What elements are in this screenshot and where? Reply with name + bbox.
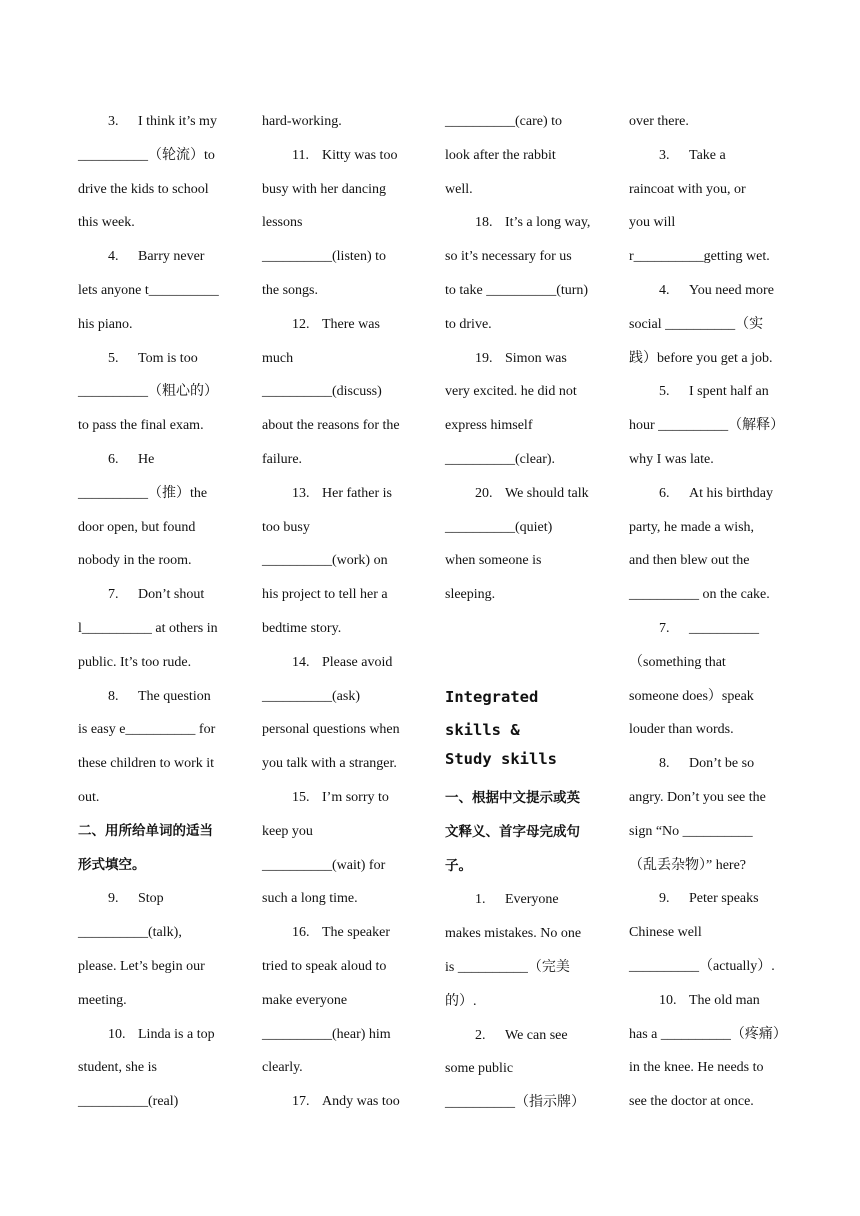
text-line: Chinese well: [629, 925, 702, 941]
question-text: Andy was too: [322, 1094, 400, 1110]
text-line: __________(quiet): [445, 519, 553, 535]
text-line: __________(wait) for: [262, 857, 386, 873]
question-number: 16.: [292, 925, 310, 941]
section-instruction: 文释义、首字母完成句: [445, 823, 580, 840]
question-start: [629, 747, 785, 781]
question-text: You need more: [689, 282, 774, 298]
question-number: 14.: [292, 654, 310, 670]
text-line: door open, but found: [78, 519, 196, 535]
question-text: Everyone: [505, 892, 559, 908]
section-heading: Integrated skills &: [445, 687, 539, 740]
question-number: 6.: [659, 485, 670, 501]
text-line: some public: [445, 1061, 514, 1077]
question-text: We can see: [505, 1027, 568, 1043]
text-line: about the reasons for the: [262, 418, 400, 434]
question-number: 9.: [108, 891, 119, 907]
question-start: [445, 477, 601, 511]
text-line: bedtime story.: [262, 620, 342, 636]
question-start: [262, 916, 418, 950]
text-line: the songs.: [262, 282, 318, 298]
question-number: 13.: [292, 485, 310, 501]
text-line: much: [262, 350, 294, 366]
text-line: __________ on the cake.: [629, 587, 770, 603]
question-start: [78, 1018, 234, 1052]
question-number: 6.: [108, 451, 119, 467]
question-number: 2.: [475, 1027, 486, 1043]
question-text: Linda is a top: [138, 1026, 215, 1042]
question-text: Take a: [689, 147, 726, 163]
question-text: Barry never: [138, 249, 205, 265]
question-start: [629, 139, 785, 173]
text-line: __________(ask): [262, 688, 360, 704]
text-line: too busy: [262, 519, 310, 535]
question-text: Kitty was too: [322, 147, 398, 163]
question-text: Peter speaks: [689, 891, 759, 907]
section-heading: Study skills: [445, 749, 557, 768]
question-number: 17.: [292, 1094, 310, 1110]
question-text: __________: [689, 620, 759, 636]
text-line: party, he made a wish,: [629, 519, 755, 535]
question-text: I think it’s my: [138, 114, 217, 129]
question-text: I spent half an: [689, 384, 769, 400]
text-line: __________(listen) to: [262, 249, 387, 265]
question-start: [78, 882, 234, 916]
text-line: in the knee. He needs to: [629, 1060, 764, 1076]
text-line: is __________（完美: [445, 959, 570, 975]
question-start: [445, 342, 601, 376]
text-line: __________(care) to: [445, 114, 563, 129]
question-start: [262, 477, 418, 511]
question-start: [78, 105, 234, 139]
text-line: to drive.: [445, 316, 492, 332]
text-line: has a __________（疼痛）: [629, 1026, 787, 1042]
question-start: [262, 646, 418, 680]
text-line: busy with her dancing: [262, 181, 387, 197]
question-number: 8.: [108, 688, 119, 704]
text-line: why I was late.: [629, 451, 714, 467]
question-number: 3.: [659, 147, 670, 163]
question-number: 4.: [108, 249, 119, 265]
question-text: Don’t shout: [138, 587, 205, 603]
text-line: hard-working.: [262, 114, 342, 129]
text-line: __________（粗心的）: [78, 384, 218, 400]
question-text: The old man: [689, 992, 760, 1008]
spacer: [445, 612, 601, 652]
section-instruction: 二、用所给单词的适当: [78, 822, 213, 839]
column-3: [445, 105, 601, 1120]
text-line: personal questions when: [262, 722, 400, 738]
text-line: you talk with a stranger.: [262, 756, 397, 772]
question-start: [629, 477, 785, 511]
question-start: [262, 1085, 418, 1119]
question-text: Simon was: [505, 350, 567, 366]
question-number: 8.: [659, 756, 670, 772]
text-line: public. It’s too rude.: [78, 654, 192, 670]
text-line: （something that: [629, 654, 726, 670]
text-line: lets anyone t__________: [78, 282, 219, 298]
question-text: He: [138, 451, 155, 467]
question-start: [445, 206, 601, 240]
text-line: drive the kids to school: [78, 181, 209, 197]
text-line: sleeping.: [445, 587, 496, 603]
question-start: [78, 342, 234, 376]
question-start: [78, 680, 234, 714]
question-number: 1.: [475, 892, 486, 908]
question-number: 18.: [475, 215, 493, 231]
question-text: Stop: [138, 891, 164, 907]
question-start: [629, 612, 785, 646]
text-line: see the doctor at once.: [629, 1094, 754, 1110]
text-line: tried to speak aloud to: [262, 958, 387, 974]
question-start: [629, 274, 785, 308]
question-number: 12.: [292, 316, 310, 332]
text-line: to pass the final exam.: [78, 418, 204, 434]
text-line: very excited. he did not: [445, 384, 577, 400]
text-line: nobody in the room.: [78, 553, 192, 569]
text-line: his piano.: [78, 316, 133, 332]
question-start: [445, 883, 601, 917]
text-line: someone does）speak: [629, 688, 754, 704]
text-line: __________(real): [78, 1094, 179, 1110]
question-text: It’s a long way,: [505, 215, 591, 231]
text-line: 践）before you get a job.: [629, 350, 773, 366]
section-instruction: 子。: [445, 857, 472, 874]
text-line: angry. Don’t you see the: [629, 789, 766, 805]
text-line: express himself: [445, 418, 533, 434]
text-line: when someone is: [445, 553, 542, 569]
text-line: over there.: [629, 114, 689, 129]
text-line: __________(discuss): [262, 384, 382, 400]
text-line: such a long time.: [262, 891, 358, 907]
question-start: [78, 240, 234, 274]
question-number: 10.: [108, 1026, 126, 1042]
question-start: [445, 1019, 601, 1053]
question-text: Please avoid: [322, 654, 393, 670]
text-line: please. Let’s begin our: [78, 958, 205, 974]
text-line: and then blew out the: [629, 553, 750, 569]
question-text: Her father is: [322, 485, 392, 501]
question-text: The question: [138, 688, 211, 704]
text-line: keep you: [262, 823, 313, 839]
question-number: 4.: [659, 282, 670, 298]
question-number: 9.: [659, 891, 670, 907]
text-line: louder than words.: [629, 722, 734, 738]
question-text: There was: [322, 316, 380, 332]
text-line: you will: [629, 215, 676, 231]
text-line: __________（actually）.: [629, 958, 775, 974]
text-line: __________（推）the: [78, 485, 208, 501]
question-text: I’m sorry to: [322, 789, 389, 805]
text-line: r__________getting wet.: [629, 249, 770, 265]
text-line: meeting.: [78, 992, 127, 1008]
text-line: __________（指示牌）: [445, 1095, 585, 1111]
text-line: __________(work) on: [262, 553, 388, 569]
text-line: l__________ at others in: [78, 620, 218, 636]
text-line: his project to tell her a: [262, 587, 388, 603]
text-line: student, she is: [78, 1060, 157, 1076]
section-instruction: 一、根据中文提示或英: [445, 789, 580, 806]
text-line: sign “No __________: [629, 823, 753, 839]
question-start: [262, 308, 418, 342]
text-line: failure.: [262, 451, 303, 467]
text-line: hour __________（解释）: [629, 418, 785, 434]
question-start: [78, 578, 234, 612]
question-start: [629, 882, 785, 916]
column-4: [629, 105, 785, 1119]
text-line: 的）.: [445, 993, 477, 1009]
question-start: [629, 375, 785, 409]
text-line: makes mistakes. No one: [445, 926, 582, 942]
question-number: 5.: [659, 384, 670, 400]
question-text: Tom is too: [138, 350, 198, 366]
question-number: 7.: [659, 620, 670, 636]
column-2: [262, 105, 418, 1119]
text-line: （乱丢杂物）” here?: [629, 857, 747, 873]
text-line: out.: [78, 789, 100, 805]
text-line: make everyone: [262, 992, 348, 1008]
text-line: well.: [445, 181, 473, 197]
text-line: __________(talk),: [78, 925, 182, 941]
section-instruction: 形式填空。: [78, 856, 146, 873]
text-line: these children to work it: [78, 756, 215, 772]
text-line: is easy e__________ for: [78, 722, 216, 738]
question-start: [78, 443, 234, 477]
question-number: 11.: [292, 147, 309, 163]
question-text: The speaker: [322, 925, 391, 941]
question-number: 10.: [659, 992, 677, 1008]
text-line: raincoat with you, or: [629, 181, 746, 197]
text-line: look after the rabbit: [445, 147, 556, 163]
text-line: so it’s necessary for us: [445, 249, 572, 265]
question-number: 5.: [108, 350, 119, 366]
text-line: this week.: [78, 215, 135, 231]
question-start: [262, 139, 418, 173]
text-line: clearly.: [262, 1060, 303, 1076]
question-text: We should talk: [505, 485, 589, 501]
text-line: __________(clear).: [445, 451, 556, 467]
question-text: At his birthday: [689, 485, 773, 501]
column-1: [78, 105, 234, 1119]
question-number: 20.: [475, 485, 493, 501]
text-line: to take __________(turn): [445, 282, 589, 298]
text-line: social __________（实: [629, 316, 764, 332]
question-number: 7.: [108, 587, 119, 603]
question-start: [262, 781, 418, 815]
text-line: lessons: [262, 215, 303, 231]
text-line: __________（轮流）to: [78, 147, 215, 163]
question-text: Don’t be so: [689, 756, 755, 772]
question-number: 15.: [292, 789, 310, 805]
question-number: 19.: [475, 350, 493, 366]
question-number: 3.: [108, 114, 119, 129]
text-line: __________(hear) him: [262, 1026, 391, 1042]
question-start: [629, 984, 785, 1018]
